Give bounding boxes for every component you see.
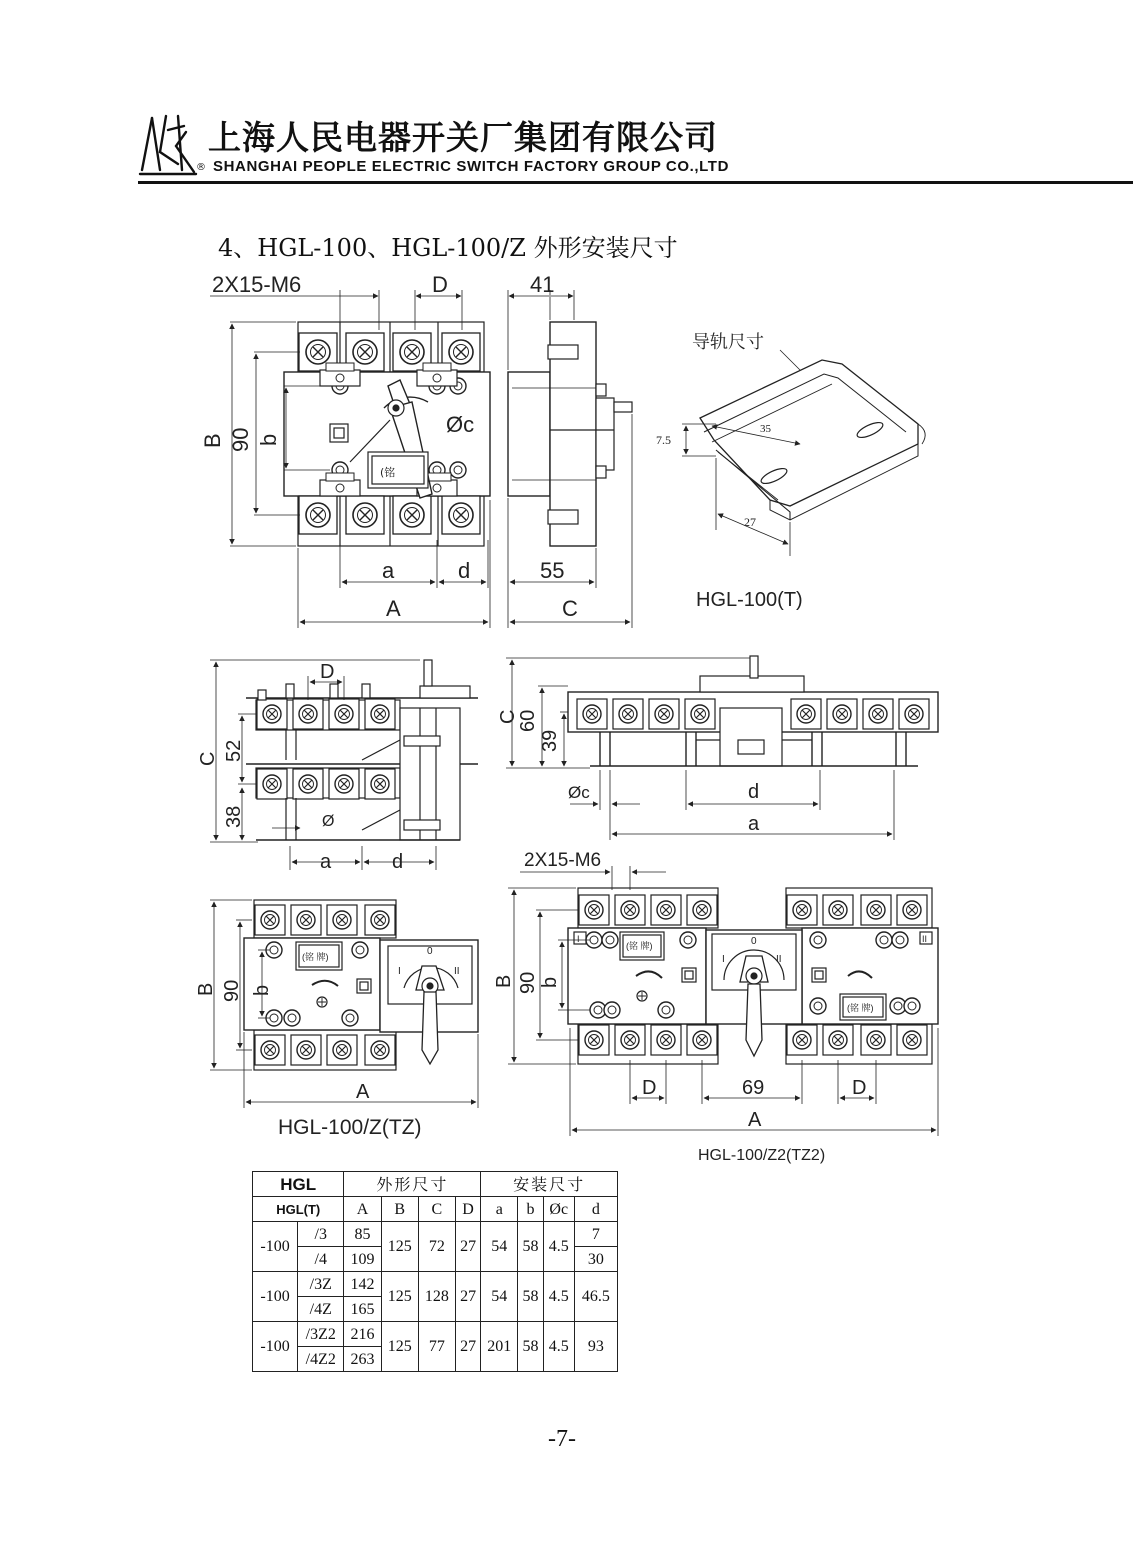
- table-row3-model: -100: [253, 1322, 298, 1372]
- fig5-label-D2: D: [852, 1077, 867, 1099]
- table-col-B: B: [381, 1197, 418, 1222]
- table-col-D: D: [455, 1197, 480, 1222]
- fig1-caption: HGL-100(T): [696, 589, 803, 611]
- table-row2-d: 46.5: [574, 1272, 617, 1322]
- table-row1-A2: 109: [344, 1247, 381, 1272]
- table-row1-d2: 30: [574, 1247, 617, 1272]
- table-row3-p1: /3Z2: [298, 1322, 344, 1347]
- fig2-top-view: [210, 660, 478, 870]
- fig5-label-90: 90: [517, 971, 539, 994]
- table-col-C: C: [418, 1197, 455, 1222]
- table-row3-b: 58: [518, 1322, 543, 1372]
- table-row3-a: 201: [481, 1322, 518, 1372]
- section-title: 4、HGL-100、HGL-100/Z 外形安装尺寸: [218, 234, 678, 262]
- table-row1-model: -100: [253, 1222, 298, 1272]
- table-row2-C: 128: [418, 1272, 455, 1322]
- table-row1-d1: 7: [574, 1222, 617, 1247]
- table-row3-D: 27: [455, 1322, 480, 1372]
- fig3-label-60: 60: [517, 709, 539, 732]
- fig3-label-a: a: [748, 813, 760, 835]
- fig5-label-b: b: [539, 976, 561, 988]
- fig4-caption: HGL-100/Z(TZ): [278, 1116, 422, 1139]
- table-row2-A2: 165: [344, 1297, 381, 1322]
- fig3-label-C: C: [497, 709, 519, 724]
- fig1-label-B: B: [200, 433, 225, 448]
- fig3-top-view: [506, 656, 938, 840]
- table-row3-c: 4.5: [543, 1322, 574, 1372]
- table-col-a: a: [481, 1197, 518, 1222]
- table-row3-A1: 216: [344, 1322, 381, 1347]
- table-header-model-t: HGL(T): [253, 1197, 344, 1222]
- fig5-mark-II: II: [922, 934, 928, 944]
- table-row3-d: 93: [574, 1322, 617, 1372]
- fig5-nameplate: (铭 牌): [626, 941, 653, 951]
- company-name-en: SHANGHAI PEOPLE ELECTRIC SWITCH FACTORY GROUP CO.,LTD: [213, 158, 729, 175]
- table-row2-model: -100: [253, 1272, 298, 1322]
- fig5-pos-I: I: [722, 954, 725, 965]
- fig4-pos-0: 0: [427, 946, 433, 957]
- company-name-cn: 上海人民电器开关厂集团有限公司: [208, 118, 718, 157]
- rail-label-27: 27: [744, 515, 756, 529]
- fig4-nameplate: (铭 牌): [302, 952, 329, 962]
- table-row1-a: 54: [481, 1222, 518, 1272]
- table-row1-C: 72: [418, 1222, 455, 1272]
- fig5-pos-0: 0: [751, 936, 757, 947]
- fig3-label-39: 39: [539, 729, 561, 752]
- table-row1-b: 58: [518, 1222, 543, 1272]
- fig1-label-a: a: [382, 558, 395, 583]
- fig1-label-d: d: [458, 558, 471, 583]
- table-row1-A1: 85: [344, 1222, 381, 1247]
- table-row1-p1: /3: [298, 1222, 344, 1247]
- fig5-pos-II: II: [776, 954, 782, 965]
- table-row2-p2: /4Z: [298, 1297, 344, 1322]
- rail-label-7.5: 7.5: [656, 433, 671, 447]
- fig4-label-B: B: [195, 982, 217, 996]
- fig5-label-screw: 2X15-M6: [524, 850, 602, 871]
- fig1-nameplate: (铭: [380, 466, 396, 479]
- table-row3-B: 125: [381, 1322, 418, 1372]
- table-row3-A2: 263: [344, 1347, 381, 1372]
- fig4-label-90: 90: [221, 979, 243, 1002]
- fig4-label-A: A: [356, 1081, 370, 1103]
- fig2-label-52: 52: [223, 739, 245, 762]
- fig2-label-38: 38: [223, 805, 245, 828]
- table-group-outline: 外形尺寸: [344, 1172, 481, 1197]
- table-row2-p1: /3Z: [298, 1272, 344, 1297]
- table-col-d: d: [574, 1197, 617, 1222]
- fig2-label-phi: Ø: [322, 813, 335, 830]
- table-col-b: b: [518, 1197, 543, 1222]
- fig4-pos-II: II: [454, 966, 460, 977]
- dimension-table: [252, 1171, 618, 1372]
- fig5-label-D1: D: [642, 1077, 657, 1099]
- fig5-label-69: 69: [742, 1077, 765, 1099]
- fig1-label-D: D: [432, 272, 448, 297]
- fig1-front-view: [210, 290, 490, 628]
- table-row3-p2: /4Z2: [298, 1347, 344, 1372]
- fig2-label-D: D: [320, 661, 335, 683]
- table-col-A: A: [344, 1197, 381, 1222]
- fig4-label-b: b: [251, 984, 273, 996]
- fig4-pos-I: I: [398, 966, 401, 977]
- table-row1-B: 125: [381, 1222, 418, 1272]
- fig2-label-d: d: [392, 851, 404, 873]
- table-col-c: Øc: [543, 1197, 574, 1222]
- fig1-label-90: 90: [228, 427, 253, 452]
- rail-label-35: 35: [760, 423, 771, 435]
- table-row2-a: 54: [481, 1272, 518, 1322]
- fig5-mark-I: I: [577, 934, 580, 944]
- table-group-install: 安装尺寸: [481, 1172, 618, 1197]
- fig1-label-b: b: [256, 433, 281, 446]
- table-row2-B: 125: [381, 1272, 418, 1322]
- fig1-label-screw: 2X15-M6: [212, 272, 302, 297]
- table-row2-D: 27: [455, 1272, 480, 1322]
- fig1-label-A: A: [386, 596, 401, 621]
- fig5-label-A: A: [748, 1109, 762, 1131]
- fig2-label-C: C: [197, 751, 219, 766]
- rail-title: 导轨尺寸: [692, 332, 764, 353]
- table-row2-c: 4.5: [543, 1272, 574, 1322]
- table-row1-D: 27: [455, 1222, 480, 1272]
- table-header-model: HGL: [253, 1172, 344, 1197]
- fig1-label-phic: Øc: [446, 412, 475, 437]
- table-row3-C: 77: [418, 1322, 455, 1372]
- fig5-nameplate-2: (铭 牌): [847, 1003, 874, 1013]
- fig1-side-view: [508, 290, 632, 628]
- table-row2-b: 58: [518, 1272, 543, 1322]
- fig1-label-55: 55: [540, 558, 565, 583]
- din-rail-drawing: [682, 350, 925, 556]
- fig5-caption: HGL-100/Z2(TZ2): [698, 1147, 826, 1164]
- registered-mark: ®: [196, 162, 206, 173]
- fig5-front-view: [508, 866, 938, 1136]
- fig1-label-41: 41: [530, 272, 555, 297]
- fig4-front-view: [210, 900, 478, 1108]
- fig3-label-phic: Øc: [568, 783, 590, 802]
- fig3-label-d: d: [748, 781, 760, 803]
- fig5-label-B: B: [493, 974, 515, 988]
- fig1-label-C: C: [562, 596, 578, 621]
- table-row1-c: 4.5: [543, 1222, 574, 1272]
- page-number: -7-: [548, 1426, 576, 1452]
- fig2-label-a: a: [320, 851, 332, 873]
- table-row2-A1: 142: [344, 1272, 381, 1297]
- table-row1-p2: /4: [298, 1247, 344, 1272]
